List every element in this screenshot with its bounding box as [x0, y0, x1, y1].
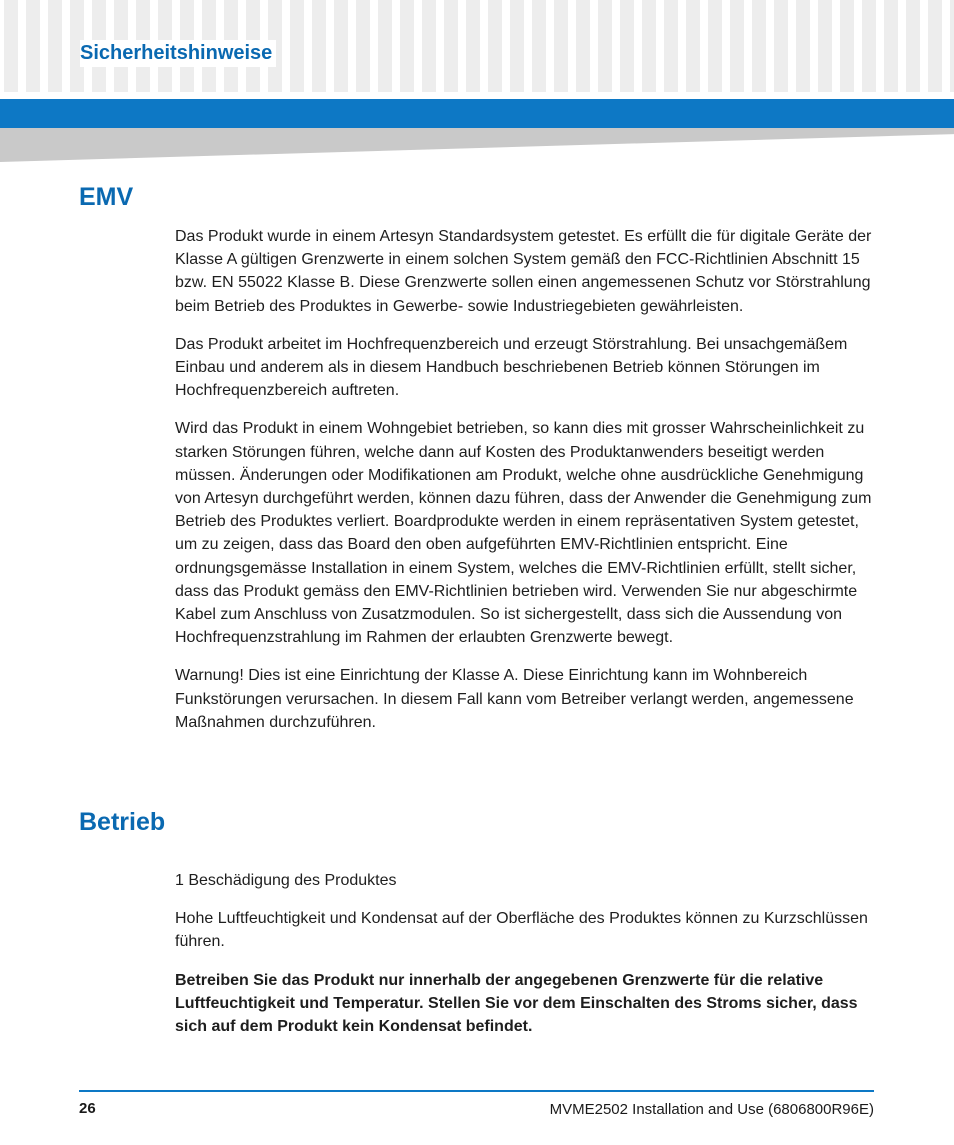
- page-number: 26: [79, 1100, 96, 1117]
- betrieb-notice: [175, 869, 875, 1053]
- section-title: Sicherheitshinweise: [80, 40, 276, 67]
- emv-heading: EMV: [79, 183, 134, 211]
- footer-rule: [79, 1090, 874, 1092]
- notice-text: Hohe Luftfeuchtigkeit und Kondensat auf der Oberfläche des Produktes können zu Kurzschlüssen führen.: [175, 910, 868, 951]
- header-bar: [0, 99, 954, 128]
- header-wedge: [0, 128, 954, 162]
- emv-paragraph-3: Wird das Produkt in einem Wohngebiet betrieben, so kann dies mit grosser Wahrscheinlichkeit zu starken Störungen führen, welche dann auf Kosten des Produktanwenders beseitigt werden müssen. Änderungen oder Modifikationen am Produkt, welche ohne ausdrückliche Genehmigung von Artesyn durchgeführt werden, können dazu führen, dass der Anwender die Genehmigung zum Betrieb des Produktes verliert. Boardprodukte werden in einem repräsentativen System getestet, um zu zeigen, dass das Board den oben aufgeführten EMV-Richtlinien entspricht. Eine ordnungsgemässe Installation in einem System, welches die EMV-Richtlinien erfüllt, stellt sicher, dass das Produkt gemäss den EMV-Richtlinien betrieben wird. Verwenden Sie nur abgeschirmte Kabel zum Anschluss von Zusatzmodulen. So ist sichergestellt, dass sich die Aussendung von Hochfrequenzstrahlung im Rahmen der erlaubten Grenzwerte bewegt.: [175, 420, 872, 647]
- emv-body: [175, 225, 875, 749]
- document-id: MVME2502 Installation and Use (6806800R96E): [549, 1101, 874, 1118]
- notice-instruction: Betreiben Sie das Produkt nur innerhalb der angegebenen Grenzwerte für die relative Luftfeuchtigkeit und Temperatur. Stellen Sie vor dem Einschalten des Stroms sicher, dass sich auf dem Produkt kein Kondensat befindet.: [175, 971, 858, 1036]
- emv-paragraph-1: Das Produkt wurde in einem Artesyn Standardsystem getestet. Es erfüllt die für digitale Geräte der Klasse A gültigen Grenzwerte in einem solchen System gemäß den FCC-Richtlinien Abschnitt 15 bzw. EN 55022 Klasse B. Diese Grenzwerte sollen einen angemessenen Schutz vor Störstrahlung beim Betrieb des Produktes in Gewerbe- sowie Industriegebieten gewährleisten.: [175, 228, 872, 315]
- emv-paragraph-2: Das Produkt arbeitet im Hochfrequenzbereich und erzeugt Störstrahlung. Bei unsachgemäßem Einbau und anderem als in diesem Handbuch beschriebenen Betrieb können Störungen im Hochfrequenzbereich auftreten.: [175, 335, 848, 400]
- notice-title: 1 Beschädigung des Produktes: [175, 872, 397, 889]
- betrieb-heading: Betrieb: [79, 808, 166, 836]
- emv-paragraph-4: Warnung! Dies ist eine Einrichtung der Klasse A. Diese Einrichtung kann im Wohnbereich Funkstörungen verursachen. In diesem Fall kann vom Betreiber verlangt werden, angemessene Maßnahmen durchzuführen.: [175, 667, 854, 731]
